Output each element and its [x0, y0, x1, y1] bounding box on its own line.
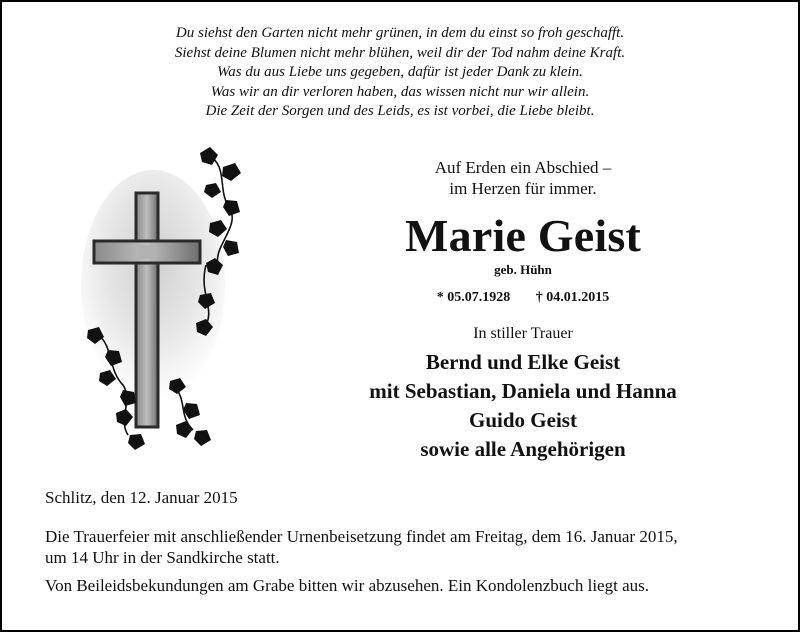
poem-line: Was wir an dir verloren haben, das wissen nicht nur wir allein. [210, 83, 590, 100]
death-date: † 04.01.2015 [535, 290, 610, 305]
poem-line: Was du aus Liebe uns gegeben, dafür ist jeder Dank zu klein. [217, 64, 583, 81]
ceremony-line: um 14 Uhr in der Sandkirche statt. [45, 548, 280, 567]
motto [340, 157, 706, 199]
ceremony-info [45, 526, 775, 568]
mourner-line: Guido Geist [469, 408, 577, 432]
cross-with-ivy-icon [78, 145, 283, 465]
ceremony-line: Die Trauerfeier mit anschließender Urnenbeisetzung findet am Freitag, dem 16. Januar 2015, [45, 527, 678, 546]
birth-name: geb. Hühn [494, 262, 552, 277]
poem-line: Du siehst den Garten nicht mehr grünen, in dem du einst so froh geschafft. [175, 25, 625, 41]
poem-line: Siehst deine Blumen nicht mehr blühen, weil dir der Tod nahm deine Kraft. [174, 44, 626, 61]
birth-date: * 05.07.1928 [436, 290, 511, 305]
mourners-list [340, 348, 706, 464]
motto-line: im Herzen für immer. [449, 179, 597, 198]
poem [60, 24, 740, 122]
mourner-line: sowie alle Angehörigen [420, 437, 626, 461]
mourner-line: mit Sebastian, Daniela und Hanna [369, 379, 677, 403]
life-dates [340, 289, 706, 307]
mourning-intro: In stiller Trauer [473, 325, 573, 342]
notice-main [340, 157, 706, 464]
deceased-name: Marie Geist [405, 210, 641, 261]
condolence-note: Von Beileidsbekundungen am Grabe bitten wir abzusehen. Ein Kondolenzbuch liegt aus. [45, 576, 649, 595]
poem-line: Die Zeit der Sorgen und des Leids, es ist vorbei, die Liebe bleibt. [205, 103, 595, 120]
mourner-line: Bernd und Elke Geist [425, 350, 621, 374]
place-date: Schlitz, den 12. Januar 2015 [45, 488, 238, 507]
motto-line: Auf Erden ein Abschied – [434, 158, 612, 177]
